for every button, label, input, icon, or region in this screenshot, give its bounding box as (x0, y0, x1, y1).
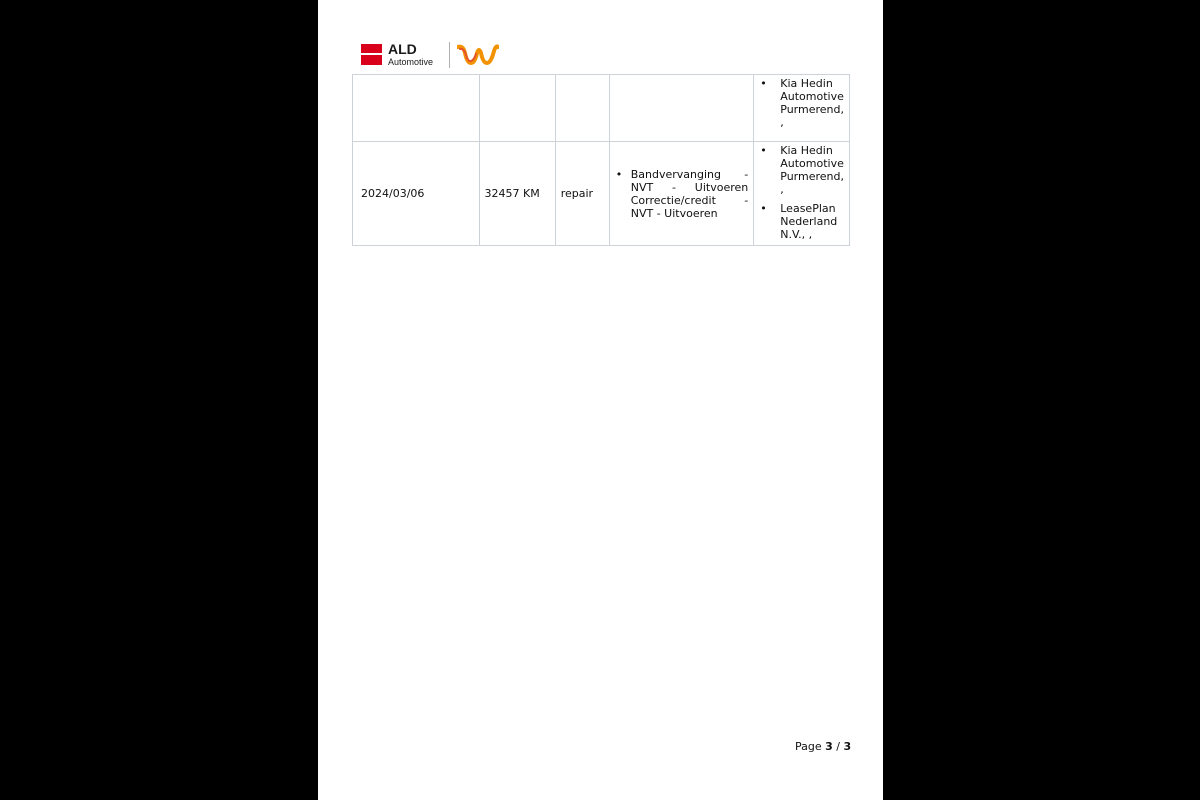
mileage-cell (479, 75, 555, 142)
dealer-item: • LeasePlan Nederland N.V., , (759, 202, 844, 241)
page-number (795, 740, 851, 753)
page-label: Page (795, 740, 822, 753)
description-item: • Bandvervanging - NVT - Uitvoeren Correctie/credit - NVT - Uitvoeren (615, 168, 749, 220)
description-cell (609, 75, 754, 142)
date-cell: 2024/03/06 (353, 142, 480, 246)
dealer-cell (754, 142, 850, 246)
type-cell: repair (555, 142, 609, 246)
ald-logo-icon (361, 44, 382, 65)
ald-logo-subtext: Automotive (388, 57, 434, 67)
ald-logo-text: ALD (388, 41, 417, 57)
date-cell (353, 75, 480, 142)
dealer-item: • Kia Hedin Automotive Purmerend, , (759, 144, 844, 196)
dealer-item: • Kia Hedin Automotive Purmerend, , (759, 77, 844, 129)
maintenance-history-table (352, 74, 850, 246)
table-row (353, 75, 850, 142)
total-pages: 3 (843, 740, 852, 753)
table-row (353, 142, 850, 246)
type-cell (555, 75, 609, 142)
page-separator: / (836, 740, 841, 753)
logo-divider (449, 42, 450, 68)
dealer-cell (754, 75, 850, 142)
description-cell (609, 142, 754, 246)
document-page (318, 0, 883, 800)
current-page: 3 (825, 740, 833, 753)
header-logos (361, 42, 511, 68)
w-wave-logo-icon (457, 43, 499, 67)
mileage-cell: 32457 KM (479, 142, 555, 246)
